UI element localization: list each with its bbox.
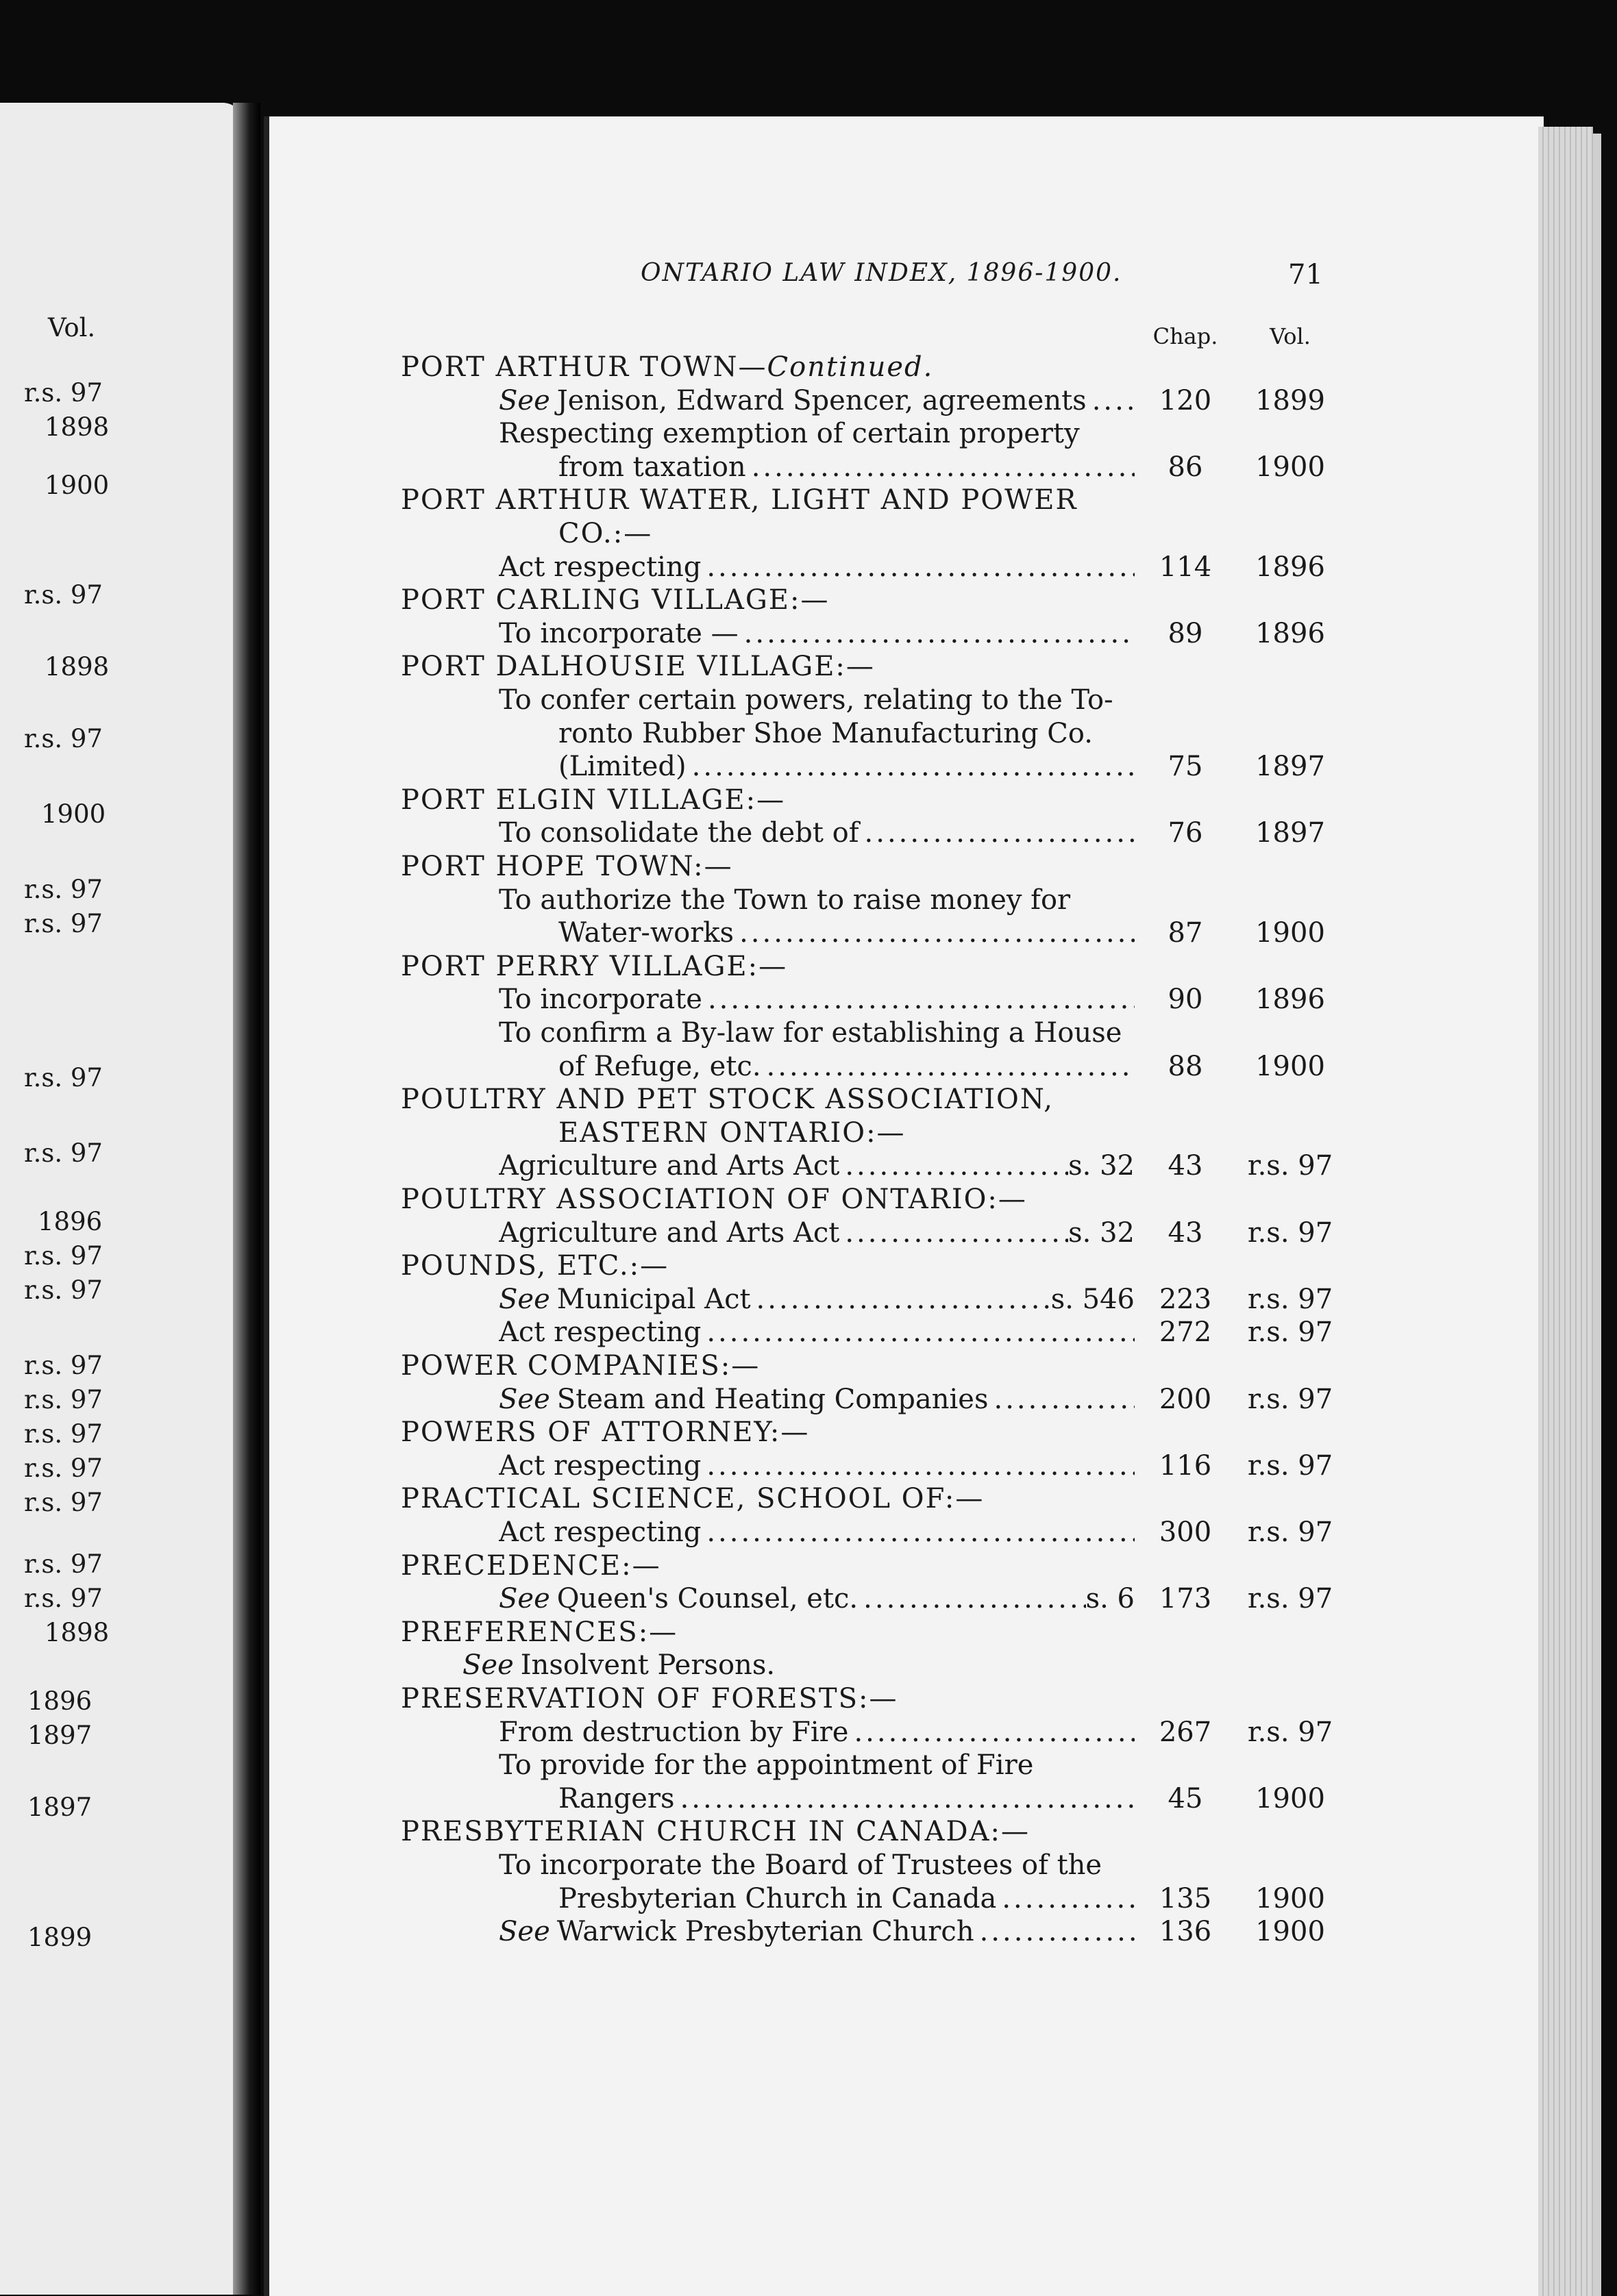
subentry-text: To confirm a By-law for establishing a House xyxy=(499,1017,1122,1049)
heading-text: EASTERN ONTARIO:— xyxy=(558,1117,906,1149)
left-page-vol-value: r.s. 97 xyxy=(24,1549,103,1579)
volume-value: r.s. 97 xyxy=(1247,1150,1333,1182)
volume-value: r.s. 97 xyxy=(1247,1284,1333,1315)
left-page-vol-value: r.s. 97 xyxy=(24,1351,103,1380)
see-reference: See xyxy=(499,1583,550,1614)
see-reference: See xyxy=(462,1649,514,1681)
index-subentry xyxy=(499,1716,1135,1749)
index-subentry xyxy=(499,1383,1135,1416)
subentry-text: of Refuge, etc. xyxy=(558,1051,761,1082)
subentry-text: To provide for the appointment of Fire xyxy=(499,1749,1034,1781)
heading-text: PRECEDENCE:— xyxy=(401,1550,661,1582)
chapter-number: 43 xyxy=(1168,1217,1203,1249)
left-page-vol-value: 1899 xyxy=(27,1923,92,1952)
chapter-number: 200 xyxy=(1159,1384,1212,1415)
heading-continued: Continued. xyxy=(767,351,934,383)
left-page-vol-value: r.s. 97 xyxy=(24,1419,103,1449)
index-subentry xyxy=(558,1782,1135,1815)
page-number: 71 xyxy=(1288,259,1323,290)
leader-dots xyxy=(702,983,1135,1016)
subentry-text: Agriculture and Arts Act xyxy=(499,1217,840,1249)
heading-text: POULTRY ASSOCIATION OF ONTARIO:— xyxy=(401,1184,1027,1215)
leader-dots xyxy=(859,816,1135,849)
subentry-text: Agriculture and Arts Act xyxy=(499,1150,840,1182)
heading-text: PORT PERRY VILLAGE:— xyxy=(401,951,788,982)
chapter-number: 76 xyxy=(1168,817,1203,849)
heading-text: PORT CARLING VILLAGE:— xyxy=(401,584,830,616)
heading-text: POUNDS, ETC.:— xyxy=(401,1250,669,1282)
index-subentry xyxy=(499,884,1135,916)
section-reference: s. 32 xyxy=(1068,1150,1135,1182)
leader-dots xyxy=(848,1716,1135,1749)
subentry-text: See Queen's Counsel, etc. xyxy=(499,1583,859,1614)
subentry-text: See Warwick Presbyterian Church xyxy=(499,1916,974,1947)
chapter-number: 114 xyxy=(1159,551,1212,583)
index-heading xyxy=(401,1815,1030,1848)
volume-value: 1900 xyxy=(1255,1051,1325,1082)
index-heading xyxy=(401,484,1078,516)
chapter-number: 86 xyxy=(1168,451,1203,483)
index-heading xyxy=(401,1416,809,1449)
subentry-text: To incorporate the Board of Trustees of the xyxy=(499,1849,1102,1881)
leader-dots xyxy=(1087,384,1135,417)
volume-value: 1896 xyxy=(1255,618,1325,649)
index-heading xyxy=(401,1249,669,1282)
heading-text: PRACTICAL SCIENCE, SCHOOL OF:— xyxy=(401,1483,985,1514)
index-heading xyxy=(401,1549,661,1582)
subentry-text: Presbyterian Church in Canada xyxy=(558,1883,997,1914)
previous-page-strip xyxy=(0,103,243,2295)
chapter-number: 223 xyxy=(1159,1284,1212,1315)
volume-value: 1897 xyxy=(1255,751,1325,782)
volume-value: 1899 xyxy=(1255,385,1325,416)
leader-dots xyxy=(734,916,1135,949)
subentry-text: To confer certain powers, relating to the To- xyxy=(499,684,1113,716)
chapter-number: 90 xyxy=(1168,984,1203,1015)
chapter-number: 173 xyxy=(1159,1583,1212,1614)
left-page-vol-value: 1897 xyxy=(27,1793,92,1822)
volume-value: 1897 xyxy=(1255,817,1325,849)
subentry-text: See Municipal Act xyxy=(499,1284,751,1315)
index-heading xyxy=(401,1482,984,1515)
left-page-vol-value: r.s. 97 xyxy=(24,1275,103,1305)
index-subentry xyxy=(499,617,1135,650)
index-subentry xyxy=(499,384,1135,417)
index-subentry xyxy=(462,1649,1098,1682)
leader-dots xyxy=(687,750,1135,783)
index-heading xyxy=(558,1116,906,1149)
index-subentry xyxy=(499,1283,1135,1316)
subentry-text: (Limited) xyxy=(558,751,687,782)
index-subentry xyxy=(499,1149,1135,1182)
leader-dots xyxy=(839,1149,1068,1182)
heading-text: PORT ELGIN VILLAGE:— xyxy=(401,784,786,816)
chap-column-header: Chap. xyxy=(1152,323,1218,349)
subentry-text: To incorporate — xyxy=(499,618,739,649)
chapter-number: 88 xyxy=(1168,1051,1203,1082)
index-subentry xyxy=(558,1882,1135,1915)
leader-dots xyxy=(739,617,1135,650)
left-page-vol-value: r.s. 97 xyxy=(24,1063,103,1093)
leader-dots xyxy=(761,1050,1135,1083)
left-vol-header: Vol. xyxy=(48,313,96,342)
left-page-vol-value: r.s. 97 xyxy=(24,909,103,938)
index-subentry xyxy=(558,1050,1135,1083)
chapter-number: 300 xyxy=(1159,1517,1212,1548)
volume-value: 1896 xyxy=(1255,551,1325,583)
chapter-number: 272 xyxy=(1159,1317,1212,1348)
subentry-text: See Insolvent Persons. xyxy=(462,1649,776,1681)
subentry-text: To incorporate xyxy=(499,984,702,1015)
subentry-text: To consolidate the debt of xyxy=(499,817,859,849)
left-page-vol-value: 1897 xyxy=(27,1721,92,1750)
chapter-number: 267 xyxy=(1159,1717,1212,1748)
subentry-text: Act respecting xyxy=(499,1317,702,1348)
index-heading xyxy=(401,650,875,683)
subentry-text: from taxation xyxy=(558,451,746,483)
subentry-text: Act respecting xyxy=(499,1517,702,1548)
subentry-text: Act respecting xyxy=(499,1450,702,1482)
left-page-vol-value: r.s. 97 xyxy=(24,580,103,610)
index-subentry xyxy=(558,717,1135,750)
index-subentry xyxy=(499,1516,1135,1549)
left-page-vol-value: r.s. 97 xyxy=(24,875,103,904)
book-gutter xyxy=(233,103,260,2295)
heading-text: PORT ARTHUR WATER, LIGHT AND POWER xyxy=(401,484,1078,516)
index-heading xyxy=(558,517,652,550)
leader-dots xyxy=(746,451,1135,484)
index-heading xyxy=(401,950,787,983)
left-page-vol-value: r.s. 97 xyxy=(24,1385,103,1414)
subentry-text: Act respecting xyxy=(499,551,702,583)
index-heading xyxy=(401,784,785,816)
volume-value: r.s. 97 xyxy=(1247,1384,1333,1415)
index-heading xyxy=(401,1682,898,1715)
page-edge-outer xyxy=(1593,134,1601,2296)
left-page-vol-value: r.s. 97 xyxy=(24,1241,103,1271)
see-reference: See xyxy=(499,1916,550,1947)
leader-dots xyxy=(974,1915,1135,1948)
left-page-vol-value: 1896 xyxy=(38,1207,103,1236)
left-page-vol-value: 1898 xyxy=(45,1618,110,1647)
left-page-vol-value: r.s. 97 xyxy=(24,1584,103,1613)
volume-value: 1900 xyxy=(1255,1916,1325,1947)
chapter-number: 89 xyxy=(1168,618,1203,649)
subentry-text: Respecting exemption of certain property xyxy=(499,418,1080,449)
chapter-number: 75 xyxy=(1168,751,1203,782)
volume-value: r.s. 97 xyxy=(1247,1450,1333,1482)
heading-text: PRESERVATION OF FORESTS:— xyxy=(401,1683,898,1714)
subentry-text: To authorize the Town to raise money for xyxy=(499,884,1071,916)
index-heading xyxy=(401,1616,678,1649)
chapter-number: 43 xyxy=(1168,1150,1203,1182)
vol-column-header: Vol. xyxy=(1270,323,1311,349)
subentry-text: Water-works xyxy=(558,917,735,949)
left-page-vol-value: 1900 xyxy=(41,799,106,829)
index-subentry xyxy=(499,1316,1135,1349)
index-subentry xyxy=(499,1216,1135,1249)
volume-value: r.s. 97 xyxy=(1247,1217,1333,1249)
index-heading xyxy=(401,850,733,883)
heading-text: PRESBYTERIAN CHURCH IN CANADA:— xyxy=(401,1816,1030,1847)
heading-text: POWERS OF ATTORNEY:— xyxy=(401,1417,810,1448)
see-reference: See xyxy=(499,385,550,416)
heading-text: PREFERENCES:— xyxy=(401,1617,678,1648)
chapter-number: 120 xyxy=(1159,385,1212,416)
index-subentry xyxy=(558,750,1135,783)
heading-text: PORT HOPE TOWN:— xyxy=(401,851,733,882)
left-page-vol-value: 1900 xyxy=(45,471,110,500)
leader-dots xyxy=(751,1283,1051,1316)
subentry-text: See Jenison, Edward Spencer, agreements xyxy=(499,385,1087,416)
left-page-vol-value: 1896 xyxy=(27,1686,92,1716)
index-subentry xyxy=(558,451,1135,484)
see-reference: See xyxy=(499,1284,550,1315)
left-page-vol-value: r.s. 97 xyxy=(24,1453,103,1483)
volume-value: r.s. 97 xyxy=(1247,1317,1333,1348)
chapter-number: 87 xyxy=(1168,917,1203,949)
heading-text: CO.:— xyxy=(558,518,653,549)
subentry-text: See Steam and Heating Companies xyxy=(499,1384,989,1415)
leader-dots xyxy=(839,1216,1068,1249)
left-page-vol-value: r.s. 97 xyxy=(24,724,103,753)
heading-text: PORT ARTHUR TOWN— xyxy=(401,351,767,383)
volume-value: 1900 xyxy=(1255,1783,1325,1814)
running-head: ONTARIO LAW INDEX, 1896-1900. xyxy=(641,259,1122,287)
leader-dots xyxy=(701,1449,1135,1482)
page-edges xyxy=(1538,127,1593,2296)
index-subentry xyxy=(499,1915,1135,1948)
index-heading xyxy=(401,1183,1027,1216)
index-subentry xyxy=(499,417,1135,450)
leader-dots xyxy=(989,1383,1135,1416)
left-page-vol-value: r.s. 97 xyxy=(24,378,103,408)
index-heading xyxy=(401,1083,1054,1116)
leader-dots xyxy=(858,1582,1085,1615)
volume-value: 1900 xyxy=(1255,917,1325,949)
see-reference: See xyxy=(499,1384,550,1415)
index-subentry xyxy=(499,551,1135,584)
index-subentry xyxy=(499,1582,1135,1615)
index-subentry xyxy=(499,983,1135,1016)
index-subentry xyxy=(499,684,1135,716)
leader-dots xyxy=(675,1782,1135,1815)
leader-dots xyxy=(996,1882,1135,1915)
subentry-text: Rangers xyxy=(558,1783,675,1814)
left-page-vol-value: r.s. 97 xyxy=(24,1138,103,1168)
chapter-number: 116 xyxy=(1159,1450,1212,1482)
heading-text: POWER COMPANIES:— xyxy=(401,1350,761,1382)
subentry-text: From destruction by Fire xyxy=(499,1717,849,1748)
left-page-vol-value: r.s. 97 xyxy=(24,1488,103,1517)
index-heading xyxy=(401,584,829,616)
chapter-number: 45 xyxy=(1168,1783,1203,1814)
volume-value: 1900 xyxy=(1255,1883,1325,1914)
index-subentry xyxy=(499,1016,1135,1049)
volume-value: r.s. 97 xyxy=(1247,1517,1333,1548)
volume-value: r.s. 97 xyxy=(1247,1717,1333,1748)
section-reference: s. 6 xyxy=(1085,1583,1135,1614)
leader-dots xyxy=(701,1516,1135,1549)
chapter-number: 135 xyxy=(1159,1883,1212,1914)
heading-text: PORT DALHOUSIE VILLAGE:— xyxy=(401,651,875,682)
index-subentry xyxy=(499,1749,1135,1782)
section-reference: s. 32 xyxy=(1068,1217,1135,1249)
index-heading xyxy=(401,351,933,384)
heading-text: POULTRY AND PET STOCK ASSOCIATION, xyxy=(401,1084,1054,1115)
index-subentry xyxy=(499,1449,1135,1482)
index-heading xyxy=(401,1349,760,1382)
volume-value: 1900 xyxy=(1255,451,1325,483)
leader-dots xyxy=(701,1316,1135,1349)
index-subentry xyxy=(499,816,1135,849)
chapter-number: 136 xyxy=(1159,1916,1212,1947)
left-page-vol-value: 1898 xyxy=(45,412,110,442)
leader-dots xyxy=(701,551,1135,584)
volume-value: 1896 xyxy=(1255,984,1325,1015)
subentry-text: ronto Rubber Shoe Manufacturing Co. xyxy=(558,718,1093,749)
index-subentry xyxy=(499,1849,1135,1882)
section-reference: s. 546 xyxy=(1050,1284,1135,1315)
volume-value: r.s. 97 xyxy=(1247,1583,1333,1614)
index-subentry xyxy=(558,916,1135,949)
left-page-vol-value: 1898 xyxy=(45,652,110,682)
